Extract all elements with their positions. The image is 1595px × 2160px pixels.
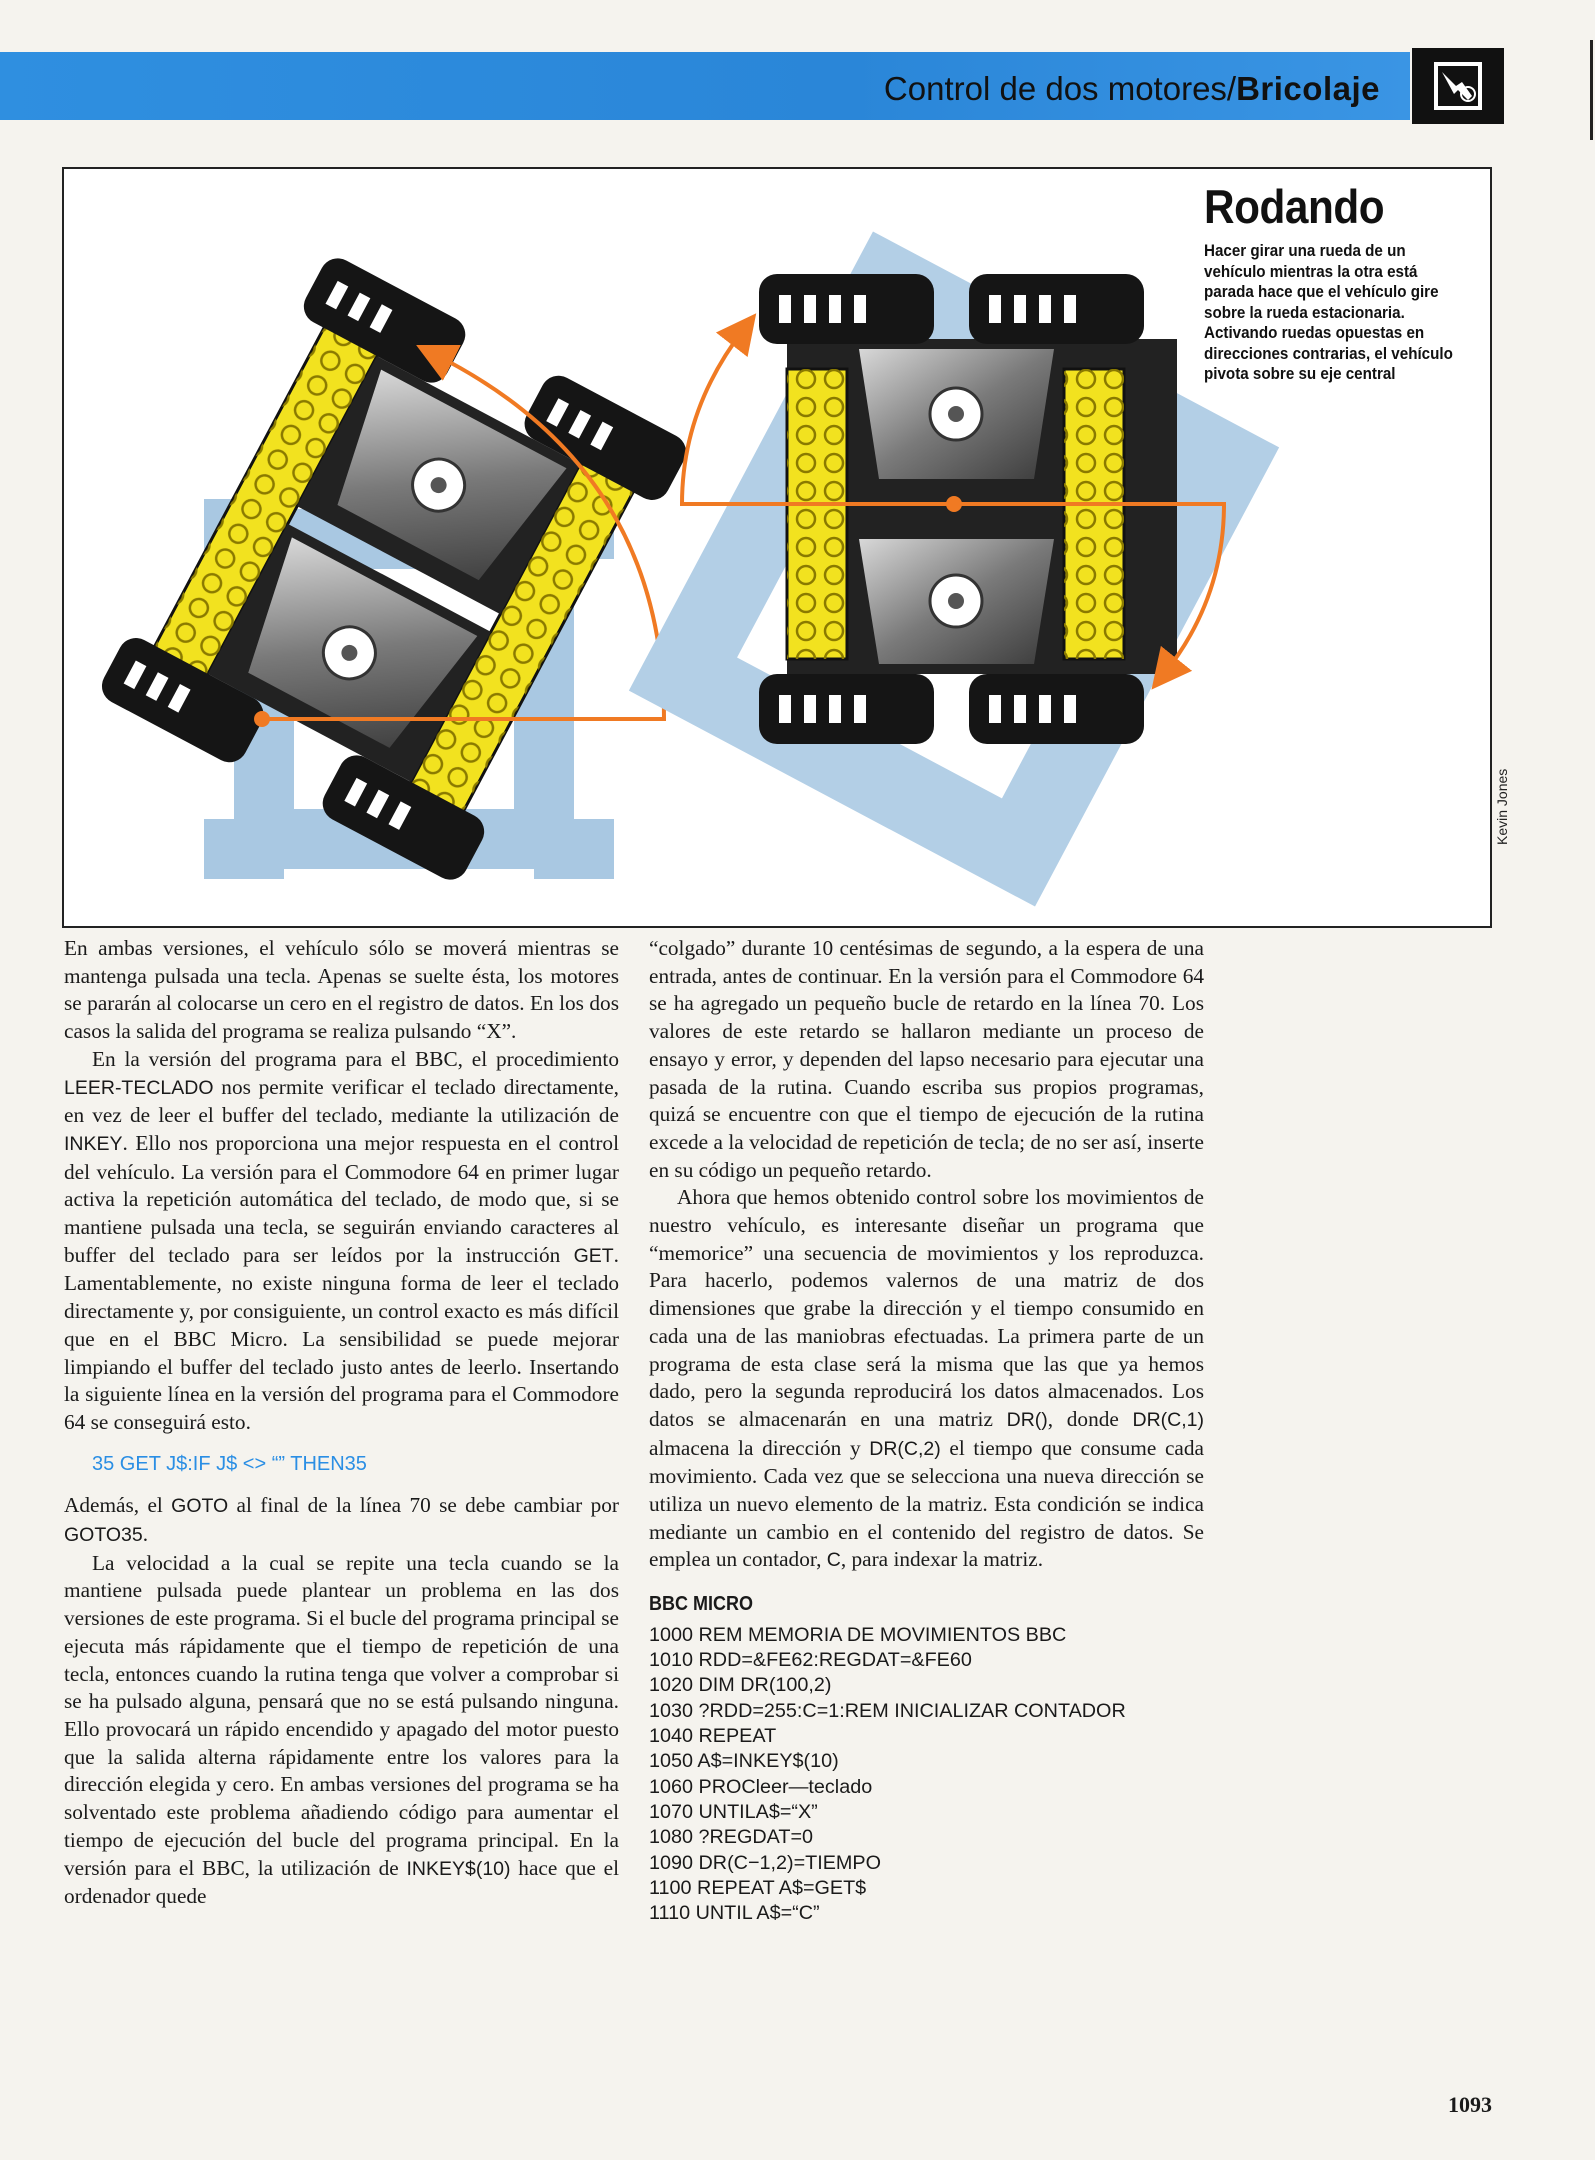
listing-line: 1010 RDD=&FE62:REGDAT=&FE60 bbox=[649, 1649, 972, 1672]
listing-line: 1000 REM MEMORIA DE MOVIMIENTOS BBC bbox=[649, 1623, 1067, 1646]
keyword-leer-teclado: LEER-TECLADO bbox=[64, 1076, 214, 1099]
illustration-credit: Kevin Jones bbox=[1494, 768, 1510, 845]
text-run: . bbox=[142, 1522, 149, 1547]
header-title-prefix: Control de dos motores/ bbox=[883, 70, 1237, 107]
text-run: En la versión del programa para el BBC, el procedimiento bbox=[92, 1046, 619, 1071]
header-title-bold: Bricolaje bbox=[1236, 70, 1380, 107]
text-run: . Lamentablemente, no existe ninguna forma de leer el teclado directamente y, por consiguiente, un control exacto es más difícil que en el BBC Micro. La sensibilidad se puede mejorar limpiando el buffer del teclado justo antes de leerlo. Insertando la siguiente línea en la versión del programa para el Commodore 64 se conseguirá esto. bbox=[64, 1242, 619, 1434]
page-number: 1093 bbox=[1448, 2092, 1492, 2117]
text-run: al final de la línea 70 se debe cambiar por bbox=[228, 1493, 619, 1518]
text-run: Ahora que hemos obtenido control sobre los movimientos de nuestro vehículo, es interesante diseñar un programa que “memorice” una secuencia de movimientos y los reproduzca. Para hacerlo, podemos valernos de una matriz de dos dimensiones que grabe la dirección y el tiempo consumido en cada una de las maniobras efectuadas. La primera parte de un programa de esta clase será la misma que las que ya hemos dado, pero la segunda reproducirá los datos almacenados. Los datos se almacenarán en una matriz bbox=[649, 1185, 1204, 1431]
left-paragraph-4 bbox=[64, 1550, 619, 1911]
text-run: el tiempo que consume cada movimiento. Cada vez que se selecciona una nueva dirección se utiliza un nuevo elemento de la matriz. Esta condición se indica mediante un cambio en el contenido del registro de datos. Se emplea un contador, bbox=[649, 1435, 1204, 1572]
left-text-column bbox=[64, 935, 619, 1911]
keyword-dr-c1: DR(C,1) bbox=[1132, 1408, 1204, 1431]
listing-line: 1100 REPEAT A$=GET$ bbox=[649, 1876, 867, 1899]
left-paragraph-2 bbox=[64, 1046, 619, 1437]
keyword-get: GET bbox=[573, 1244, 614, 1267]
left-paragraph-1: En ambas versiones, el vehículo sólo se moverá mientras se mantenga pulsada una tecla. Apenas se suelte ésta, los motores se pararán al colocarse un cero en el registro de datos. En los dos casos la salida del programa se realiza pulsando “X”. bbox=[64, 936, 619, 1044]
text-run: La velocidad a la cual se repite una tecla cuando se la mantiene pulsada puede plantear un problema en las dos versiones de este programa. Si el bucle del programa principal se ejecuta más rápidamente que el tiempo de repetición de una tecla, entonces cuando la rutina tenga que volver a comprobar si se ha pulsado alguna, pensará que no se está pulsando ninguna. Ello provocará un rápido encendido y apagado del motor puesto que la salida alterna rápidamente entre los valores para la dirección elegida y cero. En ambas versiones del programa se ha solventado este problema añadiendo código para aumentar el tiempo de ejecución del bucle del programa principal. En la versión para el BBC, la utilización de bbox=[64, 1550, 619, 1880]
page-header-title bbox=[884, 64, 1380, 114]
text-run: . Ello nos proporciona una mejor respuesta en el control del vehículo. La versión para el Commodore 64 en primer lugar activa la repetición automática del teclado, de modo que, si se mantiene pulsada una tecla, se seguirán enviando caracteres al buffer del teclado para ser leídos por la instrucción bbox=[64, 1130, 619, 1267]
keyword-goto: GOTO bbox=[171, 1495, 229, 1518]
listing-line: 1060 PROCleer—teclado bbox=[649, 1775, 873, 1798]
listing-line: 1090 DR(C−1,2)=TIEMPO bbox=[649, 1851, 881, 1874]
listing-line: 1040 REPEAT bbox=[649, 1725, 777, 1748]
text-run: hace que el ordenador quede bbox=[64, 1855, 619, 1909]
figure-title: Rodando bbox=[1204, 180, 1385, 233]
text-run: Además, el bbox=[64, 1493, 172, 1518]
keyword-inkey: INKEY bbox=[64, 1132, 123, 1155]
header-icon-box bbox=[1412, 48, 1504, 124]
bbc-listing bbox=[649, 1623, 1204, 1927]
keyword-goto35: GOTO35 bbox=[64, 1524, 143, 1547]
left-paragraph-3 bbox=[64, 1492, 619, 1549]
right-text-column bbox=[649, 935, 1204, 1926]
listing-line: 1080 ?REGDAT=0 bbox=[649, 1826, 814, 1849]
code-line-35: 35 GET J$:IF J$ <> “” THEN35 bbox=[92, 1452, 367, 1475]
keyword-dr: DR() bbox=[1006, 1408, 1048, 1431]
hand-tool-icon bbox=[1432, 60, 1484, 112]
figure-caption: Hacer girar una rueda de un vehículo mientras la otra está parada hace que el vehículo gire sobre la rueda estacionaria. Activando ruedas opuestas en direcciones contrarias, el vehículo pivota sobre su eje central bbox=[1204, 242, 1453, 383]
bbc-micro-heading: BBC MICRO bbox=[649, 1593, 753, 1616]
listing-line: 1020 DIM DR(100,2) bbox=[649, 1674, 832, 1697]
text-run: , donde bbox=[1047, 1406, 1133, 1431]
right-pivot-dot bbox=[946, 496, 962, 512]
right-paragraph-1: “colgado” durante 10 centésimas de segundo, a la espera de una entrada, antes de continuar. En la versión para el Commodore 64 se ha agregado un pequeño bucle de retardo en la línea 70. Los valores de este retardo se hallaron mediante un proceso de ensayo y error, y dependen del lapso necesario para ejecutar una pasada de la rutina. Cuando escriba sus propios programas, quizá se encuentre con que el tiempo de ejecución de la rutina excede a la velocidad de repetición de tecla; de no ser así, inserte en su código un pequeño retardo. bbox=[649, 936, 1204, 1182]
listing-line: 1070 UNTILA$=“X” bbox=[649, 1800, 818, 1823]
text-run: , para indexar la matriz. bbox=[840, 1547, 1044, 1572]
right-paragraph-2 bbox=[649, 1184, 1204, 1575]
text-run: nos permite verificar el teclado directamente, en vez de leer el buffer del teclado, mediante la utilización de bbox=[64, 1074, 619, 1128]
listing-line: 1030 ?RDD=255:C=1:REM INICIALIZAR CONTADOR bbox=[649, 1699, 1126, 1722]
keyword-dr-c2: DR(C,2) bbox=[869, 1437, 941, 1460]
left-pivot-dot bbox=[254, 711, 270, 727]
margin-tick bbox=[1590, 40, 1593, 140]
keyword-c: C bbox=[826, 1549, 841, 1572]
text-run: almacena la dirección y bbox=[649, 1435, 870, 1460]
illustration-panel bbox=[62, 167, 1492, 928]
right-vehicle bbox=[759, 274, 1177, 744]
listing-line: 1050 A$=INKEY$(10) bbox=[649, 1750, 839, 1773]
listing-line: 1110 UNTIL A$=“C” bbox=[649, 1902, 820, 1925]
keyword-inkey10: INKEY$(10) bbox=[406, 1857, 511, 1880]
